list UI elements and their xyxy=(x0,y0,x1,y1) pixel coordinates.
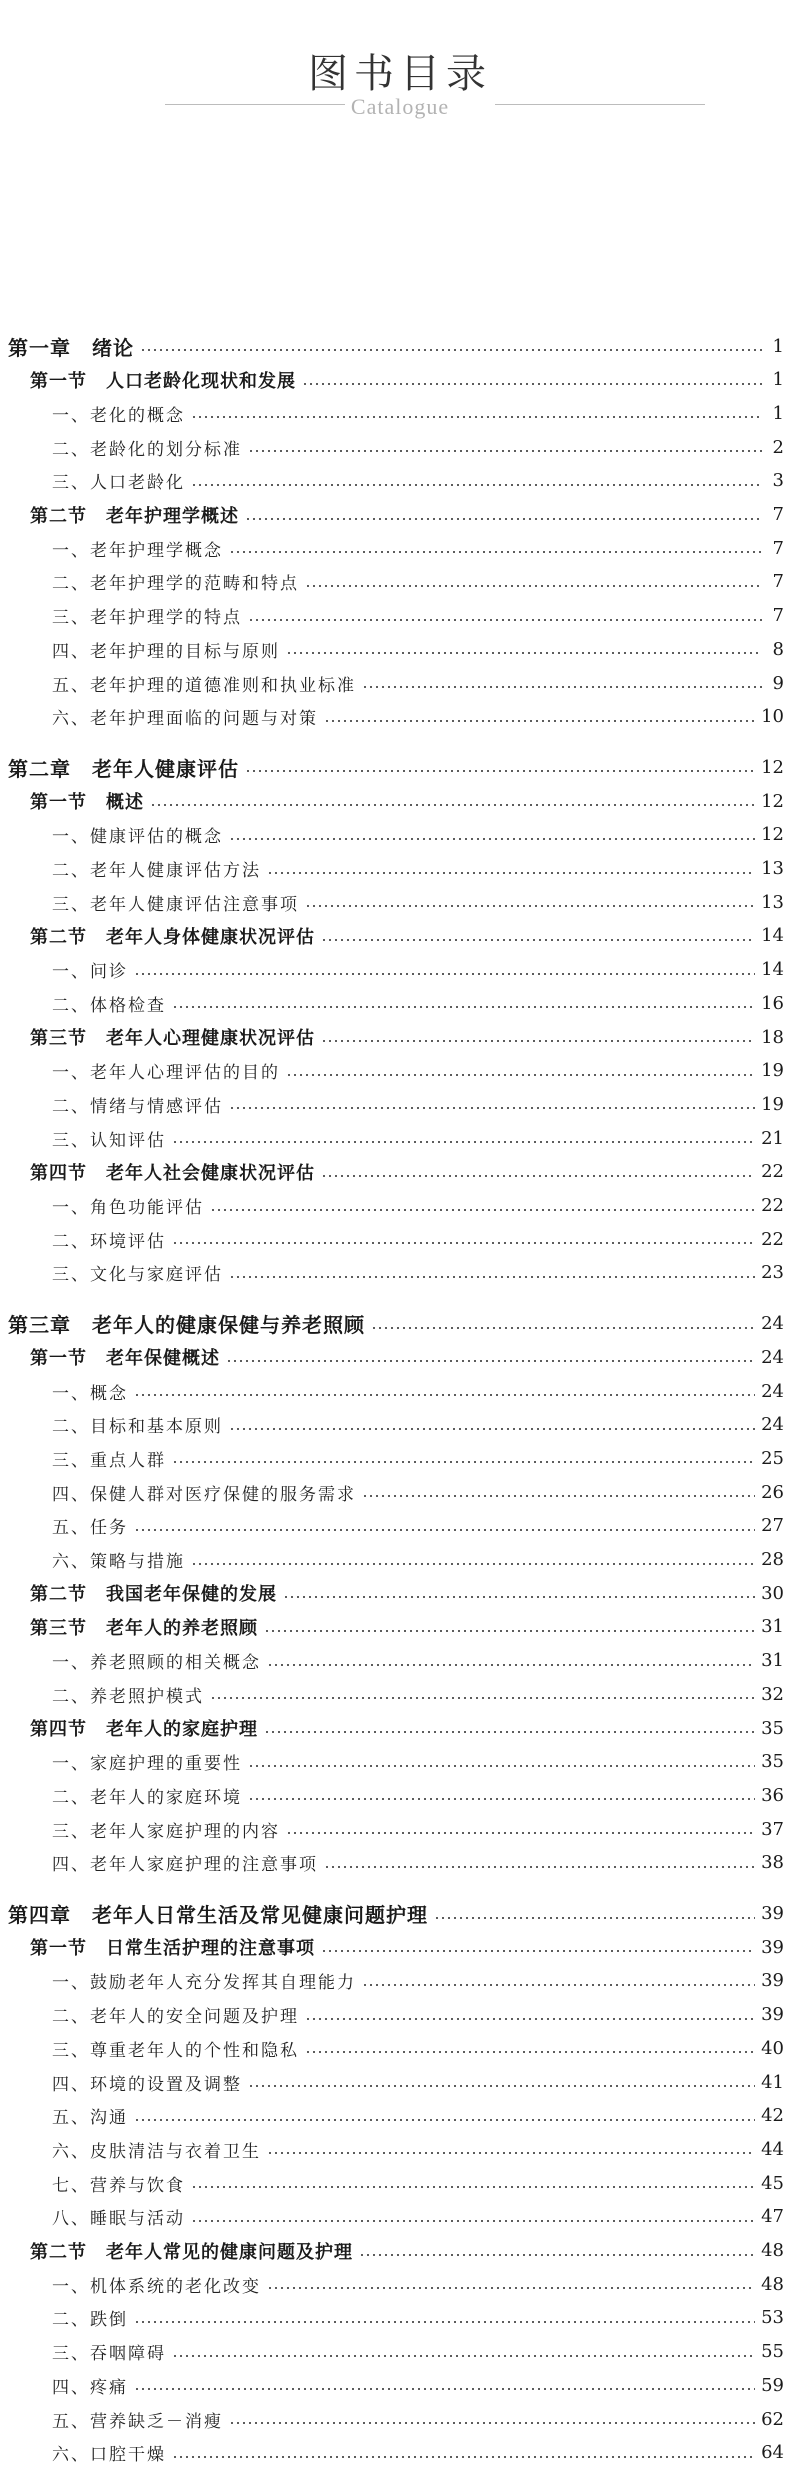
toc-item-row xyxy=(0,1646,800,1676)
dot-leader xyxy=(264,1630,755,1632)
toc-item-row xyxy=(0,2438,800,2468)
dot-leader xyxy=(150,804,755,806)
toc-item-row xyxy=(0,1780,800,1810)
toc-page-number: 2 xyxy=(772,436,784,458)
toc-section-row xyxy=(0,786,800,816)
toc-page-number: 24 xyxy=(761,1346,784,1368)
toc-item-label: 二、老龄化的划分标准 xyxy=(52,439,242,460)
toc-item-label: 三、吞咽障碍 xyxy=(52,2344,166,2365)
dot-leader xyxy=(248,450,762,452)
toc-section-label: 第四节 老年人社会健康状况评估 xyxy=(30,1162,315,1184)
toc-item-row xyxy=(0,1747,800,1777)
toc-page-number: 48 xyxy=(761,2240,784,2261)
toc-item-label: 五、任务 xyxy=(52,1518,128,1539)
toc-page-number: 32 xyxy=(761,1683,784,1705)
toc-page-number: 21 xyxy=(761,1127,784,1149)
dot-leader xyxy=(305,905,755,907)
toc-page-number: 7 xyxy=(772,605,784,627)
toc-item-label: 四、保健人群对医疗保健的服务需求 xyxy=(52,1484,356,1505)
toc-page-number: 13 xyxy=(761,858,784,879)
toc-item-row xyxy=(0,820,800,850)
dot-leader xyxy=(321,1950,755,1952)
toc-item-row xyxy=(0,1056,800,1086)
toc-page-number: 8 xyxy=(772,638,784,660)
toc-page-number: 7 xyxy=(772,537,784,559)
toc-page-number: 25 xyxy=(761,1447,784,1469)
toc-item-row xyxy=(0,466,800,496)
toc-chapter-row xyxy=(0,331,800,361)
toc-item-row xyxy=(0,1679,800,1709)
dot-leader xyxy=(324,720,755,722)
toc-item-row xyxy=(0,533,800,563)
toc-item-label: 一、家庭护理的重要性 xyxy=(52,1754,242,1775)
toc-section-row xyxy=(0,1578,800,1608)
toc-page-number: 22 xyxy=(761,1195,784,1216)
toc-page-number: 40 xyxy=(761,2037,784,2059)
toc-page-number: 26 xyxy=(761,1481,784,1503)
toc-item-label: 二、体格检查 xyxy=(52,995,166,1016)
toc-item-row xyxy=(0,1410,800,1440)
toc-section-row xyxy=(0,1713,800,1743)
dot-leader xyxy=(286,1832,755,1834)
toc-item-row xyxy=(0,1814,800,1844)
toc-chapter-label: 第三章 老年人的健康保健与养老照顾 xyxy=(8,1313,365,1338)
toc-item-label: 一、养老照顾的相关概念 xyxy=(52,1653,261,1674)
toc-item-label: 一、问诊 xyxy=(52,962,128,983)
toc-page-number: 22 xyxy=(761,1161,784,1183)
toc-page-number: 39 xyxy=(761,1903,784,1924)
toc-item-row xyxy=(0,887,800,917)
toc-chapter-row xyxy=(0,1899,800,1929)
toc-item-label: 一、机体系统的老化改变 xyxy=(52,2276,261,2297)
toc-page-number: 12 xyxy=(761,790,784,812)
toc-chapter-label: 第一章 绪论 xyxy=(8,335,134,360)
toc-item-label: 五、老年护理的道德准则和执业标准 xyxy=(52,675,356,696)
toc-page-number: 36 xyxy=(761,1784,784,1806)
toc-item-label: 三、人口老龄化 xyxy=(52,473,185,494)
dot-leader xyxy=(286,652,762,654)
toc-item-label: 六、策略与措施 xyxy=(52,1552,185,1572)
toc-item-row xyxy=(0,988,800,1018)
toc-item-row xyxy=(0,2202,800,2232)
dot-leader xyxy=(191,484,762,486)
toc-page-number: 39 xyxy=(761,1970,784,1992)
toc-item-label: 四、环境的设置及调整 xyxy=(52,2074,242,2095)
toc-page-number: 9 xyxy=(772,672,784,694)
toc-item-row xyxy=(0,567,800,597)
toc-page-number: 59 xyxy=(761,2374,784,2396)
dot-leader xyxy=(191,2220,755,2222)
toc-item-row xyxy=(0,2101,800,2131)
toc-item-row xyxy=(0,702,800,732)
toc-page-number: 55 xyxy=(761,2341,784,2363)
toc-item-row xyxy=(0,668,800,698)
toc-page-number: 23 xyxy=(761,1262,784,1284)
toc-page-number: 38 xyxy=(761,1852,784,1874)
dot-leader xyxy=(264,1731,755,1733)
toc-page-number: 18 xyxy=(761,1026,784,1048)
dot-leader xyxy=(172,2355,755,2357)
toc-item-label: 一、老年人心理评估的目的 xyxy=(52,1063,280,1084)
page-subtitle: Catalogue xyxy=(350,94,450,119)
toc-section-row xyxy=(0,1932,800,1962)
toc-page-number: 35 xyxy=(761,1751,784,1773)
dot-leader xyxy=(172,1006,755,1008)
toc-item-label: 二、目标和基本原则 xyxy=(52,1417,223,1438)
toc-item-row xyxy=(0,601,800,631)
dot-leader xyxy=(245,518,762,520)
dot-leader xyxy=(191,2186,755,2188)
toc-item-row xyxy=(0,2370,800,2400)
toc-page-number: 39 xyxy=(761,2004,784,2026)
toc-item-label: 一、老年护理学概念 xyxy=(52,540,223,561)
toc-page-number: 27 xyxy=(761,1515,784,1537)
dot-leader xyxy=(362,1495,755,1497)
toc-item-label: 二、老年人的安全问题及护理 xyxy=(52,2007,299,2028)
toc-item-row xyxy=(0,1545,800,1575)
toc-item-row xyxy=(0,398,800,428)
catalogue-header xyxy=(0,0,800,168)
toc-item-label: 六、口腔干燥 xyxy=(52,2445,166,2466)
toc-section-label: 第四节 老年人的家庭护理 xyxy=(30,1719,258,1740)
toc-section-label: 第二节 老年人身体健康状况评估 xyxy=(30,926,315,948)
dot-leader xyxy=(229,838,755,840)
toc-page-number: 24 xyxy=(761,1414,784,1436)
toc-page-number: 62 xyxy=(761,2408,784,2430)
dot-leader xyxy=(248,1765,755,1767)
toc-section-label: 第二节 老年人常见的健康问题及护理 xyxy=(30,2241,353,2263)
toc-item-label: 二、情绪与情感评估 xyxy=(52,1096,223,1117)
toc-section-row xyxy=(0,1157,800,1187)
toc-item-label: 一、老化的概念 xyxy=(52,405,185,426)
dot-leader xyxy=(172,1461,755,1463)
dot-leader xyxy=(283,1596,755,1598)
dot-leader xyxy=(134,973,755,975)
dot-leader xyxy=(434,1917,755,1919)
toc-page-number: 39 xyxy=(761,1936,784,1958)
toc-page-number: 41 xyxy=(761,2071,784,2093)
dot-leader xyxy=(321,1040,755,1042)
dot-leader xyxy=(134,2388,755,2390)
toc-item-label: 四、疼痛 xyxy=(52,2377,128,2398)
toc-item-label: 二、老年人的家庭环境 xyxy=(52,1787,242,1808)
toc-page-number: 7 xyxy=(772,571,784,593)
dot-leader xyxy=(229,551,762,553)
toc-item-label: 四、老年人家庭护理的注意事项 xyxy=(52,1855,318,1876)
toc-item-row xyxy=(0,1123,800,1153)
toc-page-number: 19 xyxy=(761,1093,784,1115)
dot-leader xyxy=(302,383,762,385)
toc-item-label: 二、老年护理学的范畴和特点 xyxy=(52,574,299,595)
toc-page-number: 7 xyxy=(772,504,784,525)
toc-item-row xyxy=(0,2168,800,2198)
toc-page-number: 24 xyxy=(761,1313,784,1335)
toc-section-label: 第一节 人口老龄化现状和发展 xyxy=(30,370,296,392)
toc-page-number: 64 xyxy=(761,2442,784,2464)
toc-item-row xyxy=(0,2134,800,2164)
toc-item-row xyxy=(0,2067,800,2097)
toc-item-row xyxy=(0,2269,800,2299)
dot-leader xyxy=(134,1394,755,1396)
toc-item-label: 三、老年人家庭护理的内容 xyxy=(52,1821,280,1842)
toc-page-number: 13 xyxy=(761,891,784,913)
toc-item-row xyxy=(0,2000,800,2030)
toc-item-label: 三、尊重老年人的个性和隐私 xyxy=(52,2040,299,2061)
dot-leader xyxy=(248,2085,755,2087)
dot-leader xyxy=(267,1664,755,1666)
toc-page-number: 53 xyxy=(761,2307,784,2329)
toc-page-number: 19 xyxy=(761,1060,784,1082)
toc-page-number: 3 xyxy=(772,470,784,492)
dot-leader xyxy=(191,416,762,418)
toc-page-number: 45 xyxy=(761,2172,784,2194)
dot-leader xyxy=(248,1798,755,1800)
toc-chapter-row xyxy=(0,752,800,782)
toc-page-number: 31 xyxy=(761,1650,784,1672)
toc-section-label: 第二节 老年护理学概述 xyxy=(30,505,239,527)
dot-leader xyxy=(172,2456,755,2458)
dot-leader xyxy=(321,1175,755,1177)
toc-page-number: 1 xyxy=(772,335,784,357)
toc-section-label: 第三节 老年人的养老照顾 xyxy=(30,1617,258,1639)
toc-item-label: 二、老年人健康评估方法 xyxy=(52,861,261,881)
dot-leader xyxy=(359,2254,755,2256)
dot-leader xyxy=(305,2051,755,2053)
dot-leader xyxy=(248,619,762,621)
toc-item-label: 三、老年护理学的特点 xyxy=(52,608,242,629)
toc-section-row xyxy=(0,921,800,951)
toc-item-label: 六、皮肤清洁与衣着卫生 xyxy=(52,2141,261,2162)
dot-leader xyxy=(267,872,755,874)
toc-page-number: 28 xyxy=(761,1549,784,1570)
toc-page-number: 31 xyxy=(761,1616,784,1638)
dot-leader xyxy=(321,939,755,941)
toc-section-row xyxy=(0,1022,800,1052)
toc-item-label: 三、老年人健康评估注意事项 xyxy=(52,894,299,915)
dot-leader xyxy=(140,349,762,351)
dot-leader xyxy=(245,770,755,772)
dot-leader xyxy=(267,2287,755,2289)
toc-section-label: 第一节 老年保健概述 xyxy=(30,1348,220,1370)
dot-leader xyxy=(305,585,762,587)
toc-page-number: 16 xyxy=(761,992,784,1014)
dot-leader xyxy=(229,1107,755,1109)
toc-item-label: 一、概念 xyxy=(52,1383,128,1404)
toc-page-number: 14 xyxy=(761,959,784,981)
toc-item-label: 三、认知评估 xyxy=(52,1130,166,1151)
toc-page-number: 22 xyxy=(761,1228,784,1250)
dot-leader xyxy=(267,2152,755,2154)
toc-item-label: 六、老年护理面临的问题与对策 xyxy=(52,709,318,730)
toc-item-row xyxy=(0,1258,800,1288)
dot-leader xyxy=(172,1242,755,1244)
dot-leader xyxy=(229,2422,755,2424)
toc-item-label: 八、睡眠与活动 xyxy=(52,2209,185,2230)
toc-section-label: 第一节 日常生活护理的注意事项 xyxy=(30,1938,315,1960)
toc-page-number: 12 xyxy=(761,756,784,778)
toc-page-number: 1 xyxy=(772,369,784,391)
toc-item-row xyxy=(0,1848,800,1878)
dot-leader xyxy=(324,1866,755,1868)
toc-page-number: 10 xyxy=(761,706,784,728)
toc-section-row xyxy=(0,500,800,530)
toc-item-row xyxy=(0,2404,800,2434)
toc-item-label: 二、养老照护模式 xyxy=(52,1686,204,1707)
toc-page-number: 1 xyxy=(772,402,784,424)
toc-section-row xyxy=(0,365,800,395)
toc-page-number: 12 xyxy=(761,824,784,846)
toc-section-label: 第三节 老年人心理健康状况评估 xyxy=(30,1028,315,1049)
dot-leader xyxy=(362,686,762,688)
toc-item-row xyxy=(0,1443,800,1473)
page-title: 图书目录 xyxy=(308,51,492,97)
dot-leader xyxy=(134,2119,755,2121)
toc-item-label: 五、营养缺乏－消瘦 xyxy=(52,2411,223,2432)
dot-leader xyxy=(134,2321,755,2323)
dot-leader xyxy=(371,1327,755,1329)
toc-chapter-row xyxy=(0,1309,800,1339)
toc-item-row xyxy=(0,1966,800,1996)
toc-item-row xyxy=(0,955,800,985)
toc-item-row xyxy=(0,1477,800,1507)
toc-page-number: 24 xyxy=(761,1380,784,1402)
toc-section-row xyxy=(0,2236,800,2266)
toc-item-row xyxy=(0,2337,800,2367)
toc-chapter-label: 第四章 老年人日常生活及常见健康问题护理 xyxy=(8,1903,428,1927)
dot-leader xyxy=(226,1360,755,1362)
dot-leader xyxy=(229,1428,755,1430)
toc-item-label: 四、老年护理的目标与原则 xyxy=(52,641,280,662)
dot-leader xyxy=(172,1141,755,1143)
toc-section-row xyxy=(0,1342,800,1372)
dot-leader xyxy=(286,1074,755,1076)
toc-item-label: 二、跌倒 xyxy=(52,2310,128,2331)
toc-section-label: 第一节 概述 xyxy=(30,792,144,814)
toc-item-label: 二、环境评估 xyxy=(52,1231,166,1252)
dot-leader xyxy=(210,1697,755,1699)
toc-page-number: 42 xyxy=(761,2105,784,2127)
toc-item-row xyxy=(0,1191,800,1221)
toc-item-row xyxy=(0,1089,800,1119)
toc-item-label: 七、营养与饮食 xyxy=(52,2175,185,2196)
toc-item-row xyxy=(0,2303,800,2333)
toc-item-label: 三、重点人群 xyxy=(52,1450,166,1471)
toc-item-row xyxy=(0,1376,800,1406)
toc-page-number: 47 xyxy=(761,2206,784,2228)
dot-leader xyxy=(305,2018,755,2020)
toc-page-number: 37 xyxy=(761,1818,784,1840)
dot-leader xyxy=(191,1563,755,1565)
toc-page-number: 14 xyxy=(761,925,784,947)
dot-leader xyxy=(362,1984,755,1986)
toc-item-row xyxy=(0,1224,800,1254)
toc-page-number: 35 xyxy=(761,1717,784,1739)
toc-item-label: 一、角色功能评估 xyxy=(52,1198,204,1218)
toc-item-row xyxy=(0,2033,800,2063)
toc-chapter-label: 第二章 老年人健康评估 xyxy=(8,756,239,781)
dot-leader xyxy=(229,1276,755,1278)
toc-item-row xyxy=(0,634,800,664)
dot-leader xyxy=(134,1529,755,1531)
toc-section-row xyxy=(0,1612,800,1642)
toc-item-label: 一、鼓励老年人充分发挥其自理能力 xyxy=(52,1973,356,1994)
toc-item-label: 三、文化与家庭评估 xyxy=(52,1265,223,1286)
toc-item-row xyxy=(0,432,800,462)
toc-page-number: 48 xyxy=(761,2273,784,2295)
toc-page-number: 30 xyxy=(761,1582,784,1604)
dot-leader xyxy=(210,1209,755,1211)
toc-section-label: 第二节 我国老年保健的发展 xyxy=(30,1584,277,1606)
toc-page-number: 44 xyxy=(761,2138,784,2160)
toc-item-label: 一、健康评估的概念 xyxy=(52,827,223,848)
toc-item-label: 五、沟通 xyxy=(52,2108,128,2129)
toc-item-row xyxy=(0,854,800,884)
toc-item-row xyxy=(0,1511,800,1541)
